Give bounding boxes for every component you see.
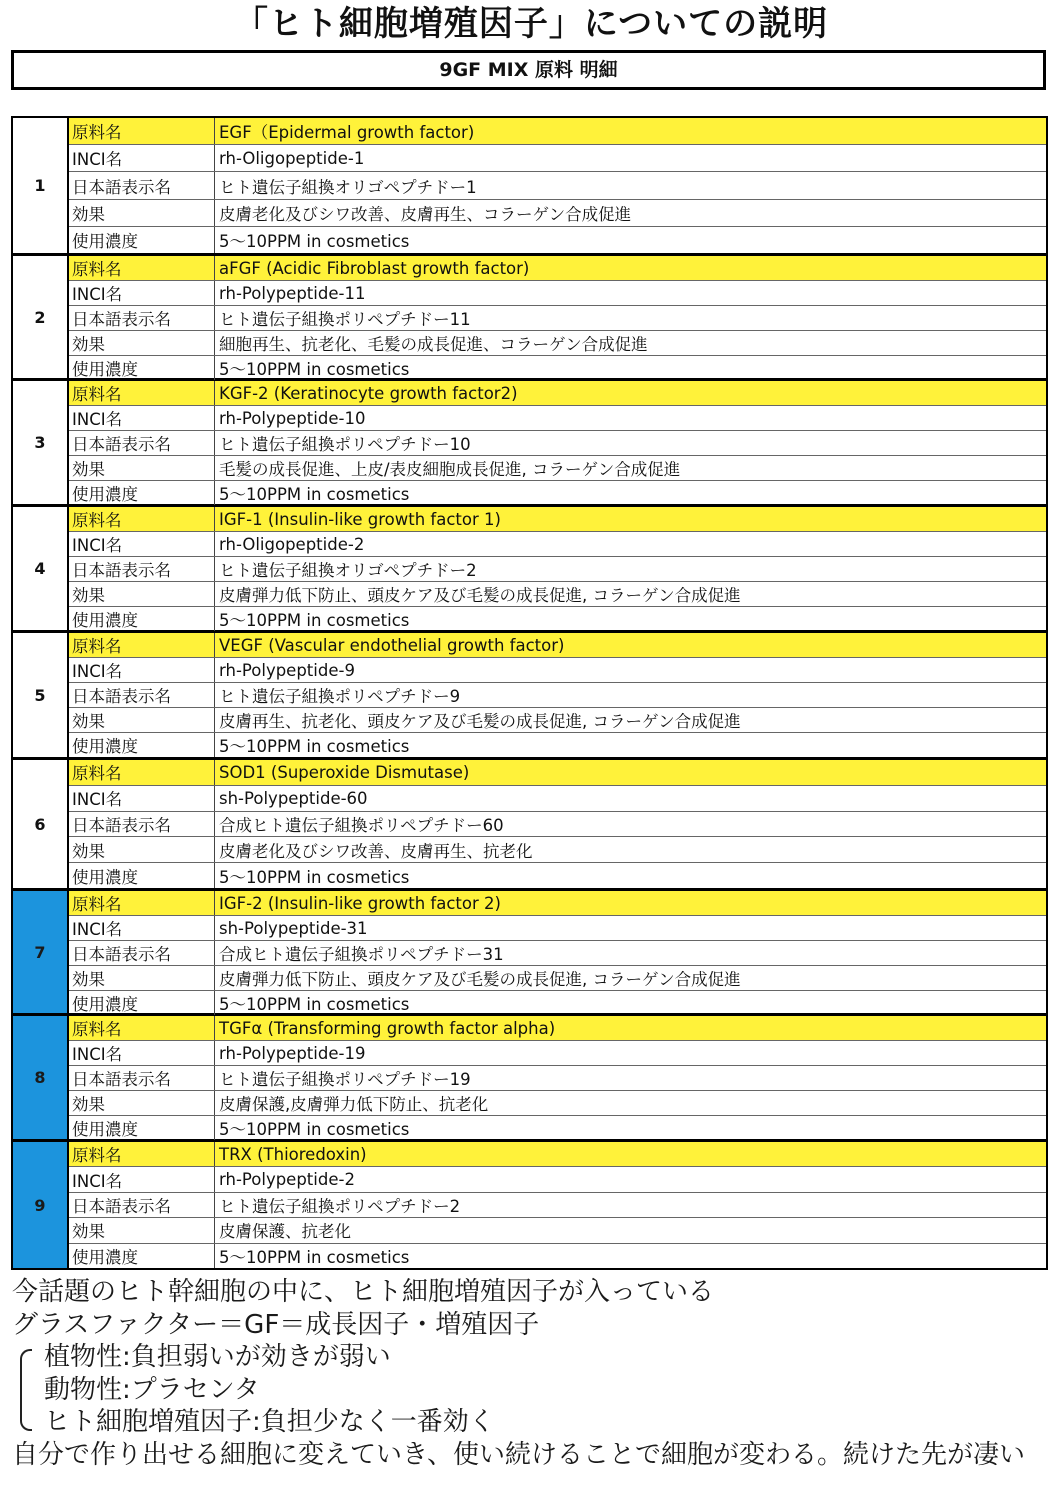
group-number: 5 (13, 633, 69, 757)
row-label-name: 原料名 (69, 1016, 215, 1040)
table-row (69, 406, 1046, 431)
ingredient-group (13, 1142, 1046, 1268)
row-label-effect: 効果 (69, 456, 215, 480)
row-value-effect: 皮膚老化及びシワ改善、皮膚再生、抗老化 (219, 841, 533, 861)
note-line-3: 自分で作り出せる細胞に変えていき、使い続けることで細胞が変わる。続けた先が凄い (12, 1439, 1025, 1470)
table-row (69, 431, 1046, 456)
row-value-jp: ヒト遺伝子組換オリゴペプチドー1 (219, 177, 477, 197)
row-value-conc: 5～10PPM in cosmetics (219, 231, 410, 251)
row-label-inci: INCI名 (69, 916, 215, 940)
table-row (69, 356, 1046, 380)
table-row (69, 507, 1046, 532)
row-label-inci: INCI名 (69, 406, 215, 430)
ingredient-group (13, 256, 1046, 381)
table-row (69, 812, 1046, 838)
row-value-jp: ヒト遺伝子組換ポリペプチドー19 (219, 1070, 471, 1089)
row-label-name: 原料名 (69, 381, 215, 405)
group-number: 6 (13, 760, 69, 888)
group-number: 4 (13, 507, 69, 630)
source-comparison (12, 1341, 1057, 1439)
row-value-name: TGFα (Transforming growth factor alpha) (219, 1018, 556, 1038)
row-label-conc: 使用濃度 (69, 1244, 215, 1268)
table-row (69, 683, 1046, 708)
row-label-conc: 使用濃度 (69, 607, 215, 631)
row-label-effect: 効果 (69, 200, 215, 226)
row-label-conc: 使用濃度 (69, 1116, 215, 1140)
table-row (69, 941, 1046, 966)
row-value-conc: 5～10PPM in cosmetics (219, 867, 410, 887)
row-label-jp: 日本語表示名 (69, 431, 215, 455)
table-row (69, 1016, 1046, 1041)
row-label-effect: 効果 (69, 837, 215, 862)
row-value-effect: 皮膚再生、抗老化、頭皮ケア及び毛髪の成長促進, コラーゲン合成促進 (219, 712, 741, 731)
table-row (69, 966, 1046, 991)
notes-section (12, 1276, 1057, 1471)
row-label-effect: 効果 (69, 1091, 215, 1115)
ingredient-group (13, 118, 1046, 256)
row-label-inci: INCI名 (69, 658, 215, 682)
row-label-inci: INCI名 (69, 532, 215, 556)
row-value-conc: 5～10PPM in cosmetics (219, 611, 410, 630)
table-row (69, 281, 1046, 306)
row-value-name: IGF-1 (Insulin-like growth factor 1) (219, 509, 501, 529)
row-value-conc: 5～10PPM in cosmetics (219, 1247, 410, 1267)
table-row (69, 1244, 1046, 1268)
row-label-name: 原料名 (69, 760, 215, 785)
row-value-jp: 合成ヒト遺伝子組換ポリペプチドー60 (219, 815, 504, 835)
ingredient-group (13, 760, 1046, 891)
row-label-effect: 効果 (69, 1218, 215, 1242)
row-value-inci: rh-Oligopeptide-1 (219, 148, 365, 168)
table-row (69, 118, 1046, 145)
row-value-jp: ヒト遺伝子組換ポリペプチドー10 (219, 435, 471, 454)
row-label-name: 原料名 (69, 633, 215, 657)
row-label-jp: 日本語表示名 (69, 306, 215, 330)
row-label-name: 原料名 (69, 507, 215, 531)
table-row (69, 306, 1046, 331)
table-subtitle: 9GF MIX 原料 明細 (11, 50, 1046, 90)
table-row (69, 256, 1046, 281)
row-value-name: IGF-2 (Insulin-like growth factor 2) (219, 893, 501, 913)
row-value-effect: 細胞再生、抗老化、毛髪の成長促進、コラーゲン合成促進 (219, 335, 648, 354)
group-number: 1 (13, 118, 69, 253)
table-row (69, 456, 1046, 481)
row-value-inci: rh-Polypeptide-19 (219, 1043, 366, 1063)
note-line-1: 今話題のヒト幹細胞の中に、ヒト細胞増殖因子が入っている (12, 1277, 715, 1307)
table-row (69, 708, 1046, 733)
table-row (69, 863, 1046, 888)
ingredient-group (13, 1016, 1046, 1142)
ingredient-group (13, 891, 1046, 1016)
row-value-effect: 皮膚老化及びシワ改善、皮膚再生、コラーゲン合成促進 (219, 204, 632, 224)
table-row (69, 607, 1046, 631)
row-value-inci: rh-Polypeptide-11 (219, 283, 366, 303)
row-value-jp: ヒト遺伝子組換ポリペプチドー2 (219, 1197, 461, 1217)
table-row (69, 331, 1046, 356)
row-value-inci: rh-Polypeptide-10 (219, 408, 366, 428)
ingredient-table (11, 116, 1048, 1270)
table-row (69, 200, 1046, 227)
group-number: 8 (13, 1016, 69, 1139)
row-label-inci: INCI名 (69, 1041, 215, 1065)
table-row (69, 837, 1046, 863)
table-row (69, 633, 1046, 658)
row-label-inci: INCI名 (69, 281, 215, 305)
source-plant: 植物性:負担弱いが効きが弱い (44, 1342, 391, 1372)
row-value-name: SOD1 (Superoxide Dismutase) (219, 762, 470, 782)
row-value-name: EGF（Epidermal growth factor) (219, 123, 475, 143)
source-human: ヒト細胞増殖因子:負担少なく一番効く (44, 1407, 495, 1437)
row-value-jp: ヒト遺伝子組換ポリペプチドー9 (219, 687, 461, 706)
page-title: 「ヒト細胞増殖因子」についての説明 (233, 4, 829, 44)
row-value-name: VEGF (Vascular endothelial growth factor) (219, 635, 565, 655)
row-value-name: aFGF (Acidic Fibroblast growth factor) (219, 258, 530, 278)
table-row (69, 1116, 1046, 1140)
table-row (69, 991, 1046, 1015)
row-label-jp: 日本語表示名 (69, 941, 215, 965)
row-label-conc: 使用濃度 (69, 227, 215, 253)
row-value-inci: sh-Polypeptide-60 (219, 788, 368, 808)
table-row (69, 916, 1046, 941)
row-value-inci: sh-Polypeptide-31 (219, 918, 368, 938)
group-number: 3 (13, 381, 69, 504)
table-row (69, 481, 1046, 505)
note-line-2: グラスファクター＝GF＝成長因子・増殖因子 (12, 1309, 540, 1340)
table-row (69, 1142, 1046, 1167)
table-row (69, 172, 1046, 199)
row-value-conc: 5～10PPM in cosmetics (219, 737, 410, 756)
row-label-effect: 効果 (69, 708, 215, 732)
row-label-conc: 使用濃度 (69, 733, 215, 757)
row-value-name: TRX (Thioredoxin) (219, 1144, 367, 1164)
source-animal: 動物性:プラセンタ (44, 1374, 260, 1405)
table-row (69, 1218, 1046, 1243)
table-row (69, 227, 1046, 253)
row-label-conc: 使用濃度 (69, 863, 215, 888)
row-label-name: 原料名 (69, 891, 215, 915)
row-value-inci: rh-Polypeptide-2 (219, 1170, 355, 1190)
table-row (69, 1167, 1046, 1192)
table-row (69, 1066, 1046, 1091)
table-row (69, 1041, 1046, 1066)
group-number: 9 (13, 1142, 69, 1268)
row-value-conc: 5～10PPM in cosmetics (219, 1120, 410, 1139)
row-label-jp: 日本語表示名 (69, 1193, 215, 1217)
row-label-effect: 効果 (69, 331, 215, 355)
row-label-jp: 日本語表示名 (69, 812, 215, 837)
row-label-name: 原料名 (69, 1142, 215, 1166)
table-row (69, 891, 1046, 916)
row-value-inci: rh-Oligopeptide-2 (219, 534, 365, 554)
bracket-shape (20, 1349, 32, 1431)
ingredient-group (13, 507, 1046, 633)
row-value-conc: 5～10PPM in cosmetics (219, 485, 410, 504)
row-label-jp: 日本語表示名 (69, 172, 215, 198)
row-label-conc: 使用濃度 (69, 481, 215, 505)
group-number: 2 (13, 256, 69, 378)
row-value-effect: 皮膚弾力低下防止、頭皮ケア及び毛髪の成長促進, コラーゲン合成促進 (219, 970, 741, 989)
table-row (69, 1193, 1046, 1218)
row-label-jp: 日本語表示名 (69, 1066, 215, 1090)
table-row (69, 1091, 1046, 1116)
row-value-jp: ヒト遺伝子組換ポリペプチドー11 (219, 310, 471, 329)
row-value-effect: 皮膚弾力低下防止、頭皮ケア及び毛髪の成長促進, コラーゲン合成促進 (219, 586, 741, 605)
row-label-jp: 日本語表示名 (69, 683, 215, 707)
row-value-name: KGF-2 (Keratinocyte growth factor2) (219, 383, 518, 403)
table-row (69, 733, 1046, 757)
row-label-inci: INCI名 (69, 1167, 215, 1191)
row-value-conc: 5～10PPM in cosmetics (219, 995, 410, 1014)
table-row (69, 381, 1046, 406)
table-row (69, 760, 1046, 786)
row-value-effect: 皮膚保護、抗老化 (219, 1222, 351, 1242)
row-label-jp: 日本語表示名 (69, 557, 215, 581)
table-row (69, 557, 1046, 582)
row-label-inci: INCI名 (69, 786, 215, 811)
table-row (69, 145, 1046, 172)
table-row (69, 786, 1046, 812)
table-row (69, 532, 1046, 557)
row-label-conc: 使用濃度 (69, 991, 215, 1015)
row-label-name: 原料名 (69, 118, 215, 144)
row-value-jp: ヒト遺伝子組換オリゴペプチドー2 (219, 561, 477, 580)
row-value-inci: rh-Polypeptide-9 (219, 660, 355, 680)
row-value-jp: 合成ヒト遺伝子組換ポリペプチドー31 (219, 945, 504, 964)
table-row (69, 582, 1046, 607)
ingredient-group (13, 381, 1046, 507)
row-label-conc: 使用濃度 (69, 356, 215, 380)
row-label-name: 原料名 (69, 256, 215, 280)
group-number: 7 (13, 891, 69, 1013)
row-label-effect: 効果 (69, 966, 215, 990)
row-value-conc: 5～10PPM in cosmetics (219, 360, 410, 379)
row-label-inci: INCI名 (69, 145, 215, 171)
ingredient-group (13, 633, 1046, 760)
table-row (69, 658, 1046, 683)
row-value-effect: 皮膚保護,皮膚弾力低下防止、抗老化 (219, 1095, 489, 1114)
row-value-effect: 毛髪の成長促進、上皮/表皮細胞成長促進, コラーゲン合成促進 (219, 460, 681, 479)
row-label-effect: 効果 (69, 582, 215, 606)
